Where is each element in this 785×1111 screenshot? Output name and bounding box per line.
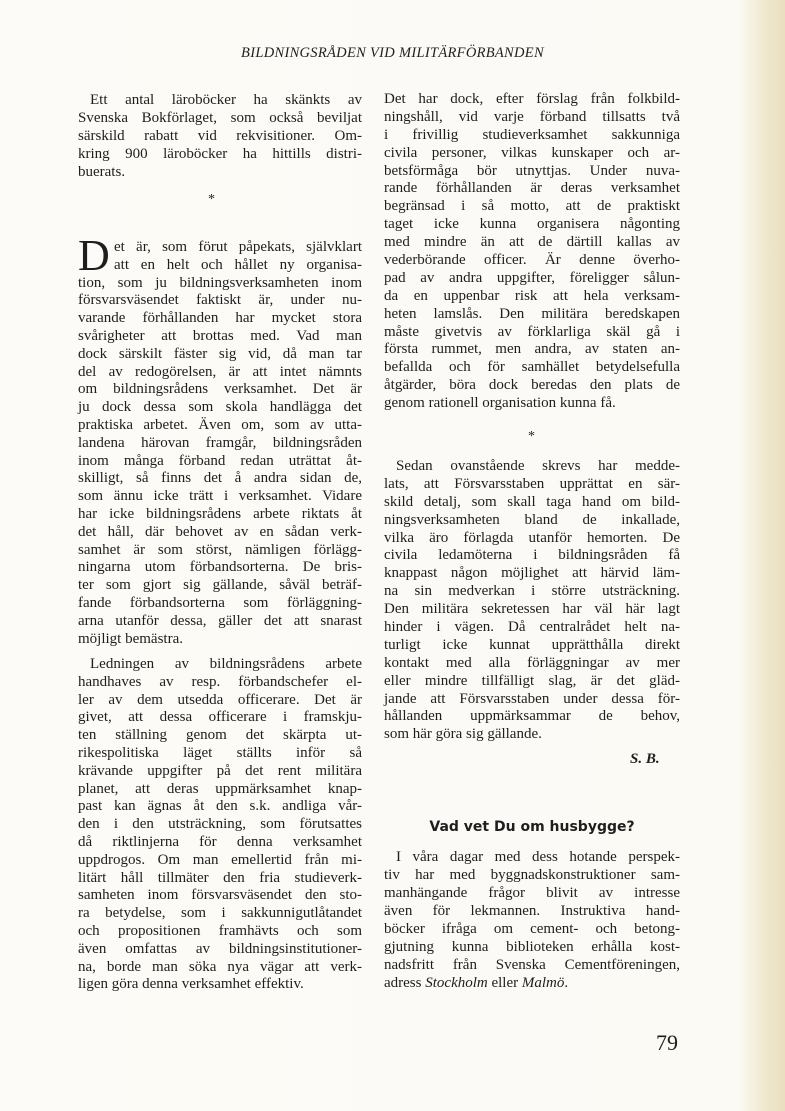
text-line: nadsfritt från Svenska Cementföreningen, (384, 957, 680, 973)
signature: S. B. (630, 751, 660, 767)
text-line: Det har dock, efter förslag från folkbild- (384, 91, 680, 107)
left-para-3 (78, 656, 362, 994)
text-line: taget icke kunna organisera någonting (384, 216, 680, 233)
page-number: 79 (656, 1030, 678, 1055)
text-line: na sin medverkan i större utsträckning. (384, 583, 680, 600)
text-line: landena härovan framgår, bildningsråden (78, 434, 362, 451)
text-line: begränsad i så motto, att de praktiskt (384, 198, 680, 215)
text-line: rikespolitiska läget ställts inför så (78, 744, 362, 761)
drop-cap: D (78, 231, 110, 280)
text-line: böcker ifråga om cement- och betong- (384, 921, 680, 937)
text-line: buerats. (78, 164, 126, 180)
text-line: Ett antal läroböcker ha skänkts av (90, 92, 362, 108)
text-line: att en helt och hållet ny organisa- (114, 256, 362, 273)
text-line: då riktlinjerna för denna verksamhet (78, 833, 362, 850)
right-para-3-last-line (384, 974, 680, 992)
text-line: tiv har med byggnadskonstruktioner sam- (384, 867, 680, 883)
left-para-1 (78, 91, 362, 181)
text-line: arna utanför dessa, gäller det att snarast (78, 612, 362, 629)
text-line: särskild rabatt vid rekvisitioner. Om- (78, 128, 362, 144)
text-line: den i den utsträckning, som förutsattes (78, 816, 362, 833)
text-line: som här göra sig gällande. (384, 726, 542, 743)
text-line: skilligt, så finns det å andra sidan de, (78, 470, 362, 487)
text-line: även omfattas av bildningsinstitutioner- (78, 940, 362, 957)
text-line: heten lamslås. Den militära beredskapen (384, 305, 680, 322)
text-line: civila ledamöterna i bildningsråden få (384, 547, 680, 564)
text-line: litärt håll tillmäter den fria studieverk- (78, 869, 362, 886)
text-line: turligt icke kunnat upprätthålla direkt (384, 636, 680, 653)
text-line: hållanden uppmärksammar de behov, (384, 708, 680, 725)
text-line: uppdrogos. Om man emellertid från mi- (78, 851, 362, 868)
text-line: ligen göra denna verksamhet effektiv. (78, 976, 304, 993)
right-para-3 (384, 848, 680, 974)
text-line: past kan ägnas åt den s.k. andliga vår- (78, 798, 362, 815)
text-line: Den militära sekretessen har väl här lagt (384, 601, 680, 618)
text-line: Ledningen av bildningsrådens arbete (90, 656, 362, 672)
text-line: ningsverksamheten bland de inkallade, (384, 511, 680, 528)
text-line: Svenska Bokförlaget, som också beviljat (78, 110, 362, 126)
text-line: Sedan ovanstående skrevs har medde- (396, 458, 680, 474)
text-line: krävande uppgifter på det rent militära (78, 762, 362, 779)
text-line: samheten inom försvarsväsendet den sto- (78, 887, 362, 904)
text: eller (487, 975, 522, 991)
text-line: försvarsväsendet faktiskt är, under nu- (78, 292, 362, 309)
text-line: inom många förband redan uträttat åt- (78, 452, 362, 469)
text-line: vederbörande officer. Är denne överho- (384, 252, 680, 269)
text-line: åtgärder, böra dock beredas den plats de (384, 377, 680, 394)
right-para-1 (384, 91, 680, 413)
text-line: ningshåll, vid varje förband tillsatts två (384, 108, 680, 125)
text-line: betsförmåga bör utnyttjas. Under nuva- (384, 162, 680, 179)
text-line: har icke bildningsrådens arbete riktats åt (78, 505, 362, 522)
text-line: rande förhållanden är deras verksamhet (384, 180, 680, 197)
running-header: BILDNINGSRÅDEN VID MILITÄRFÖRBANDEN (241, 45, 544, 61)
text-line: ra betydelse, som i sakkunnigutlåtandet (78, 905, 362, 922)
text-line: tion, som ju bildningsverksamheten inom (78, 274, 362, 291)
text-line: fande förbandsorterna som förläggning- (78, 594, 362, 611)
text-line: kontakt med alla förläggningar av mer (384, 654, 680, 671)
text-line: ten ställning genom det skärpta ut- (78, 727, 362, 744)
text-line: i frivillig studieverksamhet sakkunniga (384, 126, 680, 143)
text-line: pad av andra uppgifter, föreligger sålun- (384, 269, 680, 286)
city-stockholm: Stockholm (425, 975, 488, 991)
separator-asterisk: * (208, 192, 215, 207)
text-line: även för lekmannen. Instruktiva hand- (384, 903, 680, 919)
text-line: första rummet, men andra, av staten an- (384, 341, 680, 358)
text-line: planet, att deras uppmärksamhet knap- (78, 780, 362, 797)
text-line: knappast någon möjlighet att härvid läm- (384, 565, 680, 582)
text-line: eller mindre tillfälligt slag, är det gläd- (384, 672, 680, 689)
text-line: kring 900 läroböcker ha hittills distri- (78, 146, 362, 162)
text-line: lats, att Försvarsstaben upprättat en sär- (384, 475, 680, 492)
text-line: skild detalj, som skall taga hand om bild- (384, 493, 680, 510)
text-line: svårigheter att brottas med. Vad man (78, 327, 362, 344)
section-heading: Vad vet Du om husbygge? (429, 819, 635, 835)
text-line: ningarna utom förbandsorterna. De bris- (78, 559, 362, 576)
text: adress (384, 975, 426, 991)
text-line: civila personer, vilkas kunskaper och ar- (384, 144, 680, 161)
text-line: som ännu icke trätt i verksamhet. Vidare (78, 488, 362, 505)
text-line: med mindre än att de därtill kallas av (384, 234, 680, 251)
text-line: ler av dem utsedda officerare. Det är (78, 691, 362, 708)
text-line: och propositionen framhävts och som (78, 922, 362, 939)
right-para-2 (384, 458, 680, 744)
text-line: praktiska arbetet. Även om, som av utta- (78, 416, 362, 433)
text-line: varande förhållanden har mycket stora (78, 310, 362, 327)
text-line: na, borde man söka nya vägar att verk- (78, 958, 362, 975)
text-line: del av redogörelsen, är att intet nämnts (78, 363, 362, 380)
text-line: befallda och för samhället betydelsefulla (384, 359, 680, 376)
text-line: möjligt bemästra. (78, 630, 183, 647)
text-line: gjutning kunna biblioteken erhålla kost- (384, 939, 680, 955)
text-line: ter som gjort sig gällande, såväl beträf- (78, 577, 362, 594)
text-line: vilka äro förlagda utanför hemorten. De (384, 529, 680, 546)
text-line: dock särskilt fäster sig vid, då man tar (78, 345, 362, 362)
text-line: givet, att dessa officerare i framskju- (78, 709, 362, 726)
text-line: genom rationell organisation kunna få. (384, 395, 616, 412)
text-line: hinder i vägen. Då centralrådet helt na- (384, 619, 680, 636)
text-line: da en uppenbar risk att hela verksam- (384, 287, 680, 304)
text-line: samhet är som störst, nämligen förlägg- (78, 541, 362, 558)
left-para-2 (78, 231, 362, 648)
text-line: måste givetvis av förklarliga skäl gå i (384, 323, 680, 340)
text: . (564, 975, 569, 991)
separator-asterisk: * (528, 429, 535, 444)
text-line: manhängande frågor blivit av intresse (384, 885, 680, 901)
text-line: om bildningsrådens verksamhet. Det är (78, 381, 362, 398)
text-line: et är, som förut påpekats, självklart (114, 239, 362, 255)
text-line: jande att Försvarsstaben under dessa för- (384, 690, 680, 707)
text-line: det håll, där behovet av en sådan verk- (78, 523, 362, 540)
city-malmo: Malmö (521, 975, 565, 991)
text-line: handhaves av resp. förbandschefer el- (78, 673, 362, 690)
text-line: ju dock dessa som skola handlägga det (78, 399, 362, 416)
text-line: I våra dagar med dess hotande perspek- (396, 849, 680, 865)
